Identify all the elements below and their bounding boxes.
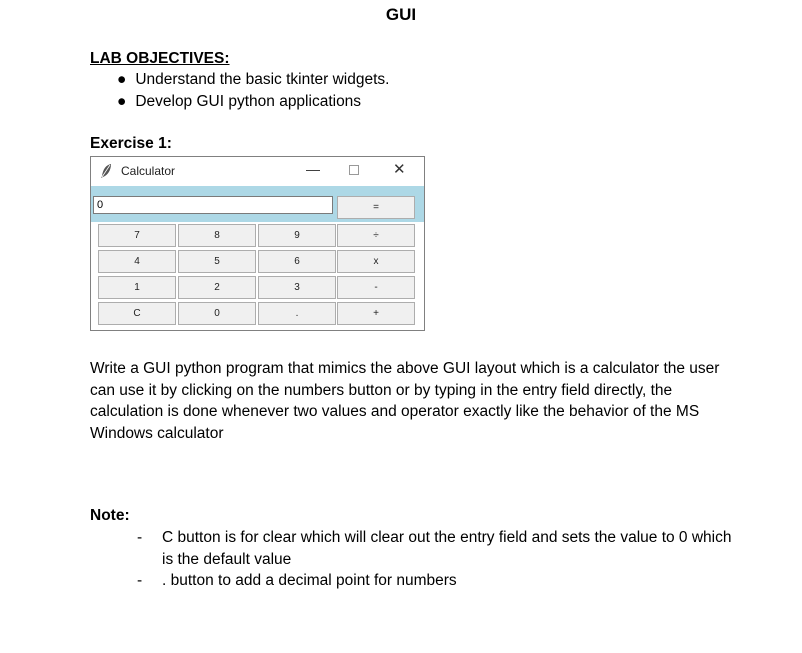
key-8[interactable]: 8 bbox=[178, 224, 256, 247]
bullet-icon: ● bbox=[117, 93, 127, 110]
key-0[interactable]: 0 bbox=[178, 302, 256, 325]
note-text: . button to add a decimal point for numbers bbox=[162, 572, 457, 589]
key-6[interactable]: 6 bbox=[258, 250, 336, 273]
equals-button[interactable]: = bbox=[337, 196, 415, 219]
key-4[interactable]: 4 bbox=[98, 250, 176, 273]
dash-marker: - bbox=[137, 572, 143, 589]
keypad bbox=[91, 222, 424, 330]
note-text: C button is for clear which will clear out the entry field and sets the value to 0 which is the default value bbox=[162, 529, 732, 568]
objective-text: Develop GUI python applications bbox=[135, 93, 362, 110]
key-clear[interactable]: C bbox=[98, 302, 176, 325]
key-7[interactable]: 7 bbox=[98, 224, 176, 247]
note-item bbox=[137, 570, 757, 592]
calculator-window bbox=[90, 156, 425, 331]
key-add[interactable]: + bbox=[337, 302, 415, 325]
feather-icon bbox=[100, 163, 112, 179]
objective-item bbox=[117, 71, 389, 89]
dash-marker: - bbox=[137, 529, 143, 546]
note-item bbox=[137, 527, 757, 571]
objective-item bbox=[117, 93, 361, 111]
key-9[interactable]: 9 bbox=[258, 224, 336, 247]
close-button[interactable]: ✕ bbox=[393, 161, 406, 178]
note-heading: Note: bbox=[90, 507, 130, 524]
key-decimal[interactable]: . bbox=[258, 302, 336, 325]
maximize-button[interactable] bbox=[349, 165, 359, 175]
window-titlebar[interactable] bbox=[91, 157, 424, 186]
key-1[interactable]: 1 bbox=[98, 276, 176, 299]
key-subtract[interactable]: - bbox=[337, 276, 415, 299]
calculator-body bbox=[91, 186, 424, 330]
bullet-icon: ● bbox=[117, 71, 127, 88]
page-title: GUI bbox=[385, 5, 417, 24]
key-5[interactable]: 5 bbox=[178, 250, 256, 273]
key-2[interactable]: 2 bbox=[178, 276, 256, 299]
minimize-button[interactable]: — bbox=[306, 161, 320, 177]
objective-text: Understand the basic tkinter widgets. bbox=[135, 71, 390, 88]
exercise-heading: Exercise 1: bbox=[90, 135, 172, 152]
key-divide[interactable]: ÷ bbox=[337, 224, 415, 247]
key-3[interactable]: 3 bbox=[258, 276, 336, 299]
display-entry[interactable]: 0 bbox=[93, 196, 333, 214]
exercise-description: Write a GUI python program that mimics the above GUI layout which is a calculator the user can use it by clicking on the numbers button or by typing in the entry field directly, the calculation is done whenever two values and operator exactly like the behavior of the MS Windows calculator bbox=[90, 360, 720, 442]
window-title: Calculator bbox=[121, 164, 176, 178]
key-multiply[interactable]: x bbox=[337, 250, 415, 273]
lab-objectives-heading: LAB OBJECTIVES: bbox=[90, 50, 230, 67]
